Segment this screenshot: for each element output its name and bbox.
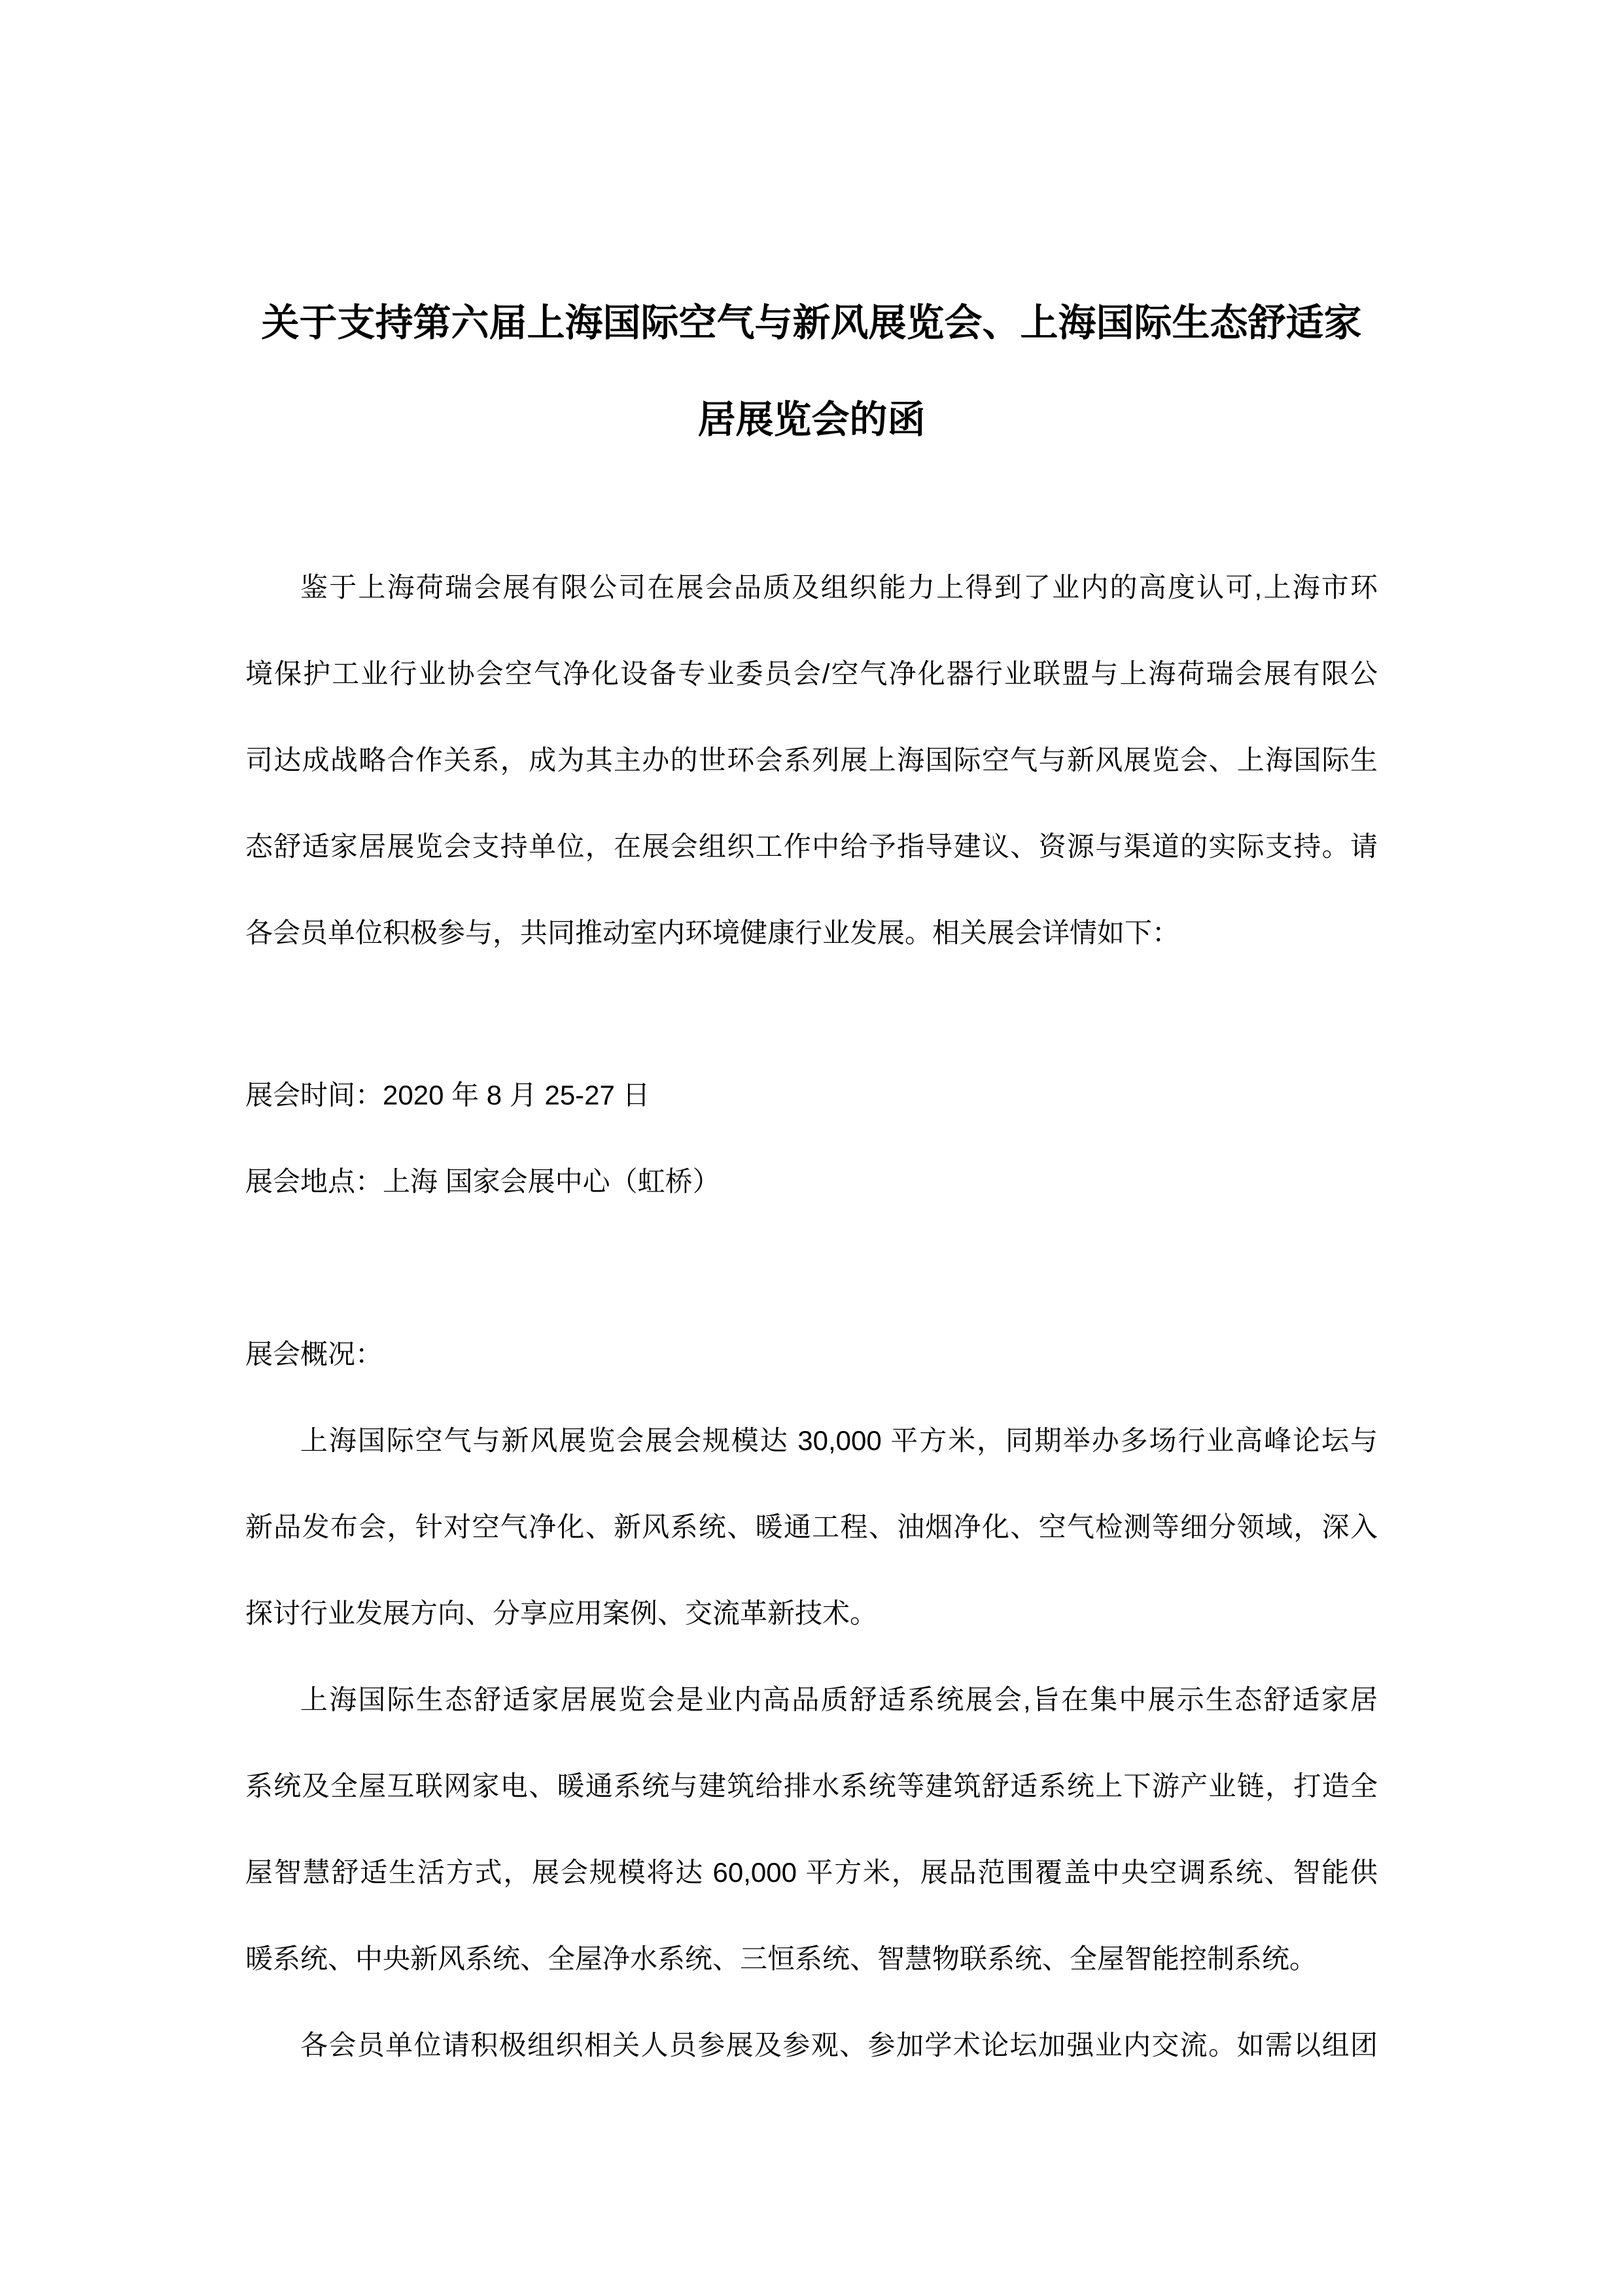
overview-heading: 展会概况： [245,1339,383,1369]
overview-p2-line-2: 系统及全屋互联网家电、暖通系统与建筑给排水系统等建筑舒适系统上下游产业链，打造全 [245,1771,1378,1801]
overview-p2-line-3: 屋智慧舒适生活方式，展会规模将达 60,000 平方米，展品范围覆盖中央空调系统、智能供 [245,1857,1378,1888]
exhibition-time-line: 展会时间：2020 年 8 月 25-27 日 [245,1080,650,1110]
blank-line [245,468,1378,544]
intro-line-5: 各会员单位积极参与，共同推动室内环境健康行业发展。相关展会详情如下： [245,917,1180,948]
overview-p1-line-1: 上海国际空气与新风展览会展会规模达 30,000 平方米，同期举办多场行业高峰论坛与 [300,1425,1378,1456]
letter-title-line-1: 关于支持第六届上海国际空气与新风展览会、上海国际生态舒适家 [261,302,1362,344]
overview-p2-line-1: 上海国际生态舒适家居展览会是业内高品质舒适系统展会,旨在集中展示生态舒适家居 [300,1684,1378,1715]
exhibition-location-line: 展会地点：上海 国家会展中心（虹桥） [245,1166,720,1197]
letter-title [245,275,1378,468]
intro-line-3: 司达成战略合作关系，成为其主办的世环会系列展上海国际空气与新风展览会、上海国际生 [245,745,1378,775]
intro-paragraph [245,544,1378,976]
exhibition-details [245,1052,1378,1225]
overview-p1-line-2: 新品发布会，针对空气净化、新风系统、暖通工程、油烟净化、空气检测等细分领域，深入 [245,1511,1378,1542]
closing-line-1: 各会员单位请积极组织相关人员参展及参观、参加学术论坛加强业内交流。如需以组团 [300,2030,1378,2060]
blank-line [245,1225,1378,1311]
intro-line-1: 鉴于上海荷瑞会展有限公司在展会品质及组织能力上得到了业内的高度认可,上海市环 [300,572,1378,603]
overview-p2-line-4: 暖系统、中央新风系统、全屋净水系统、三恒系统、智慧物联系统、全屋智能控制系统。 [245,1943,1318,1974]
intro-line-2: 境保护工业行业协会空气净化设备专业委员会/空气净化器行业联盟与上海荷瑞会展有限公 [245,658,1378,689]
intro-line-4: 态舒适家居展览会支持单位，在展会组织工作中给予指导建议、资源与渠道的实际支持。请 [245,831,1378,862]
letter-title-line-2: 居展览会的函 [697,398,926,441]
overview-paragraph-2 [245,1657,1378,2002]
overview-p1-line-3: 探讨行业发展方向、分享应用案例、交流革新技术。 [245,1598,878,1629]
overview-paragraph-1 [245,1398,1378,1657]
blank-line [245,976,1378,1052]
closing-paragraph [245,2002,1378,2089]
